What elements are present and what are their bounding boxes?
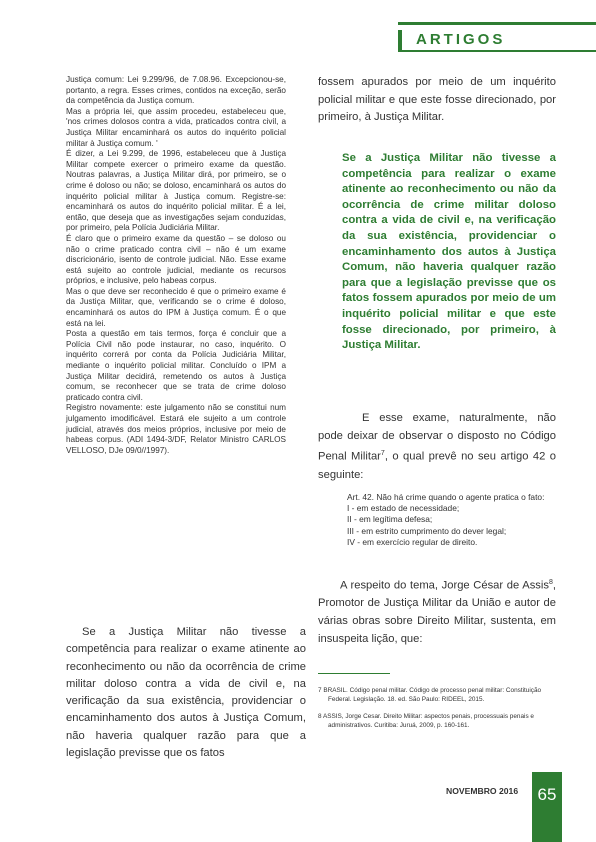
header-rule xyxy=(398,22,596,25)
right-top-paragraph: fossem apurados por meio de um inquérito policial militar e que este fosse direcionado, por primeiro, à Justiça Militar. xyxy=(318,76,556,124)
quote-paragraph: É dizer, a Lei 9.299, de 1996, estabeleceu que à Justiça Militar compete exercer o primeiro exame da questão. Noutras palavras, a Justiça Militar dirá, por primeiro, se o crime é doloso ou não; se doloso, encaminhará os autos do inquérito policial militar à Justiça comum. Registre-se: encaminhará os autos do inquérito policial militar. É a lei, então, que deseja que as investigações sejam conduzidas, por primeiro, pela Polícia Judiciária Militar. xyxy=(66,149,286,233)
footnote-rule xyxy=(318,673,390,674)
article-line: I - em estado de necessidade; xyxy=(347,503,460,514)
paragraph-text: , Promotor de Justiça Militar da União e autor de várias obras sobre Direito Militar, sustenta, em insuspeita lição, que: xyxy=(318,579,556,645)
article-line: Art. 42. Não há crime quando o agente pratica o fato: xyxy=(347,492,545,502)
quote-paragraph: Justiça comum: Lei 9.299/96, de 7.08.96. Excepcionou-se, portanto, a regra. Esses crimes, contidos na exceção, serão da competência da Justiça comum. xyxy=(66,75,286,106)
paragraph-text: E esse exame, naturalmente, não pode deixar de observar o disposto no Código Penal Militar xyxy=(318,412,556,463)
issue-date: NOVEMBRO 2016 xyxy=(446,786,519,796)
section-header xyxy=(398,30,596,52)
right-low-paragraph xyxy=(318,574,556,648)
article-line: III - em estrito cumprimento do dever legal; xyxy=(347,525,507,536)
footnote-ref: 8 xyxy=(548,579,553,586)
article-quote xyxy=(347,492,556,548)
page-number-box xyxy=(532,772,562,842)
quote-paragraph: Mas o que deve ser reconhecido é que o primeiro exame é da Justiça Militar, que, verificando se o crime é doloso, encaminhará os autos do IPM à Justiça comum. É o que está na lei. xyxy=(66,286,286,328)
paragraph-text: , o qual prevê no seu artigo 42 o seguinte: xyxy=(318,450,556,481)
quote-paragraph: Registro novamente: este julgamento não se constitui num julgamento imodificável. Estará ele sujeito a um controle judicial, através dos meios próprios, inclusive por meio de habeas corpus. (ADI 1494-3/DF, Relator Ministro CARLOS VELLOSO, DJe 09/0//1997). xyxy=(66,403,286,455)
footnotes xyxy=(318,686,556,738)
quote-paragraph: Mas a própria lei, que assim procedeu, estabeleceu que, 'nos crimes dolosos contra a vida, praticados contra civil, a Justiça Militar encaminhará os autos do inquérito policial militar à Justiça comum. ' xyxy=(66,106,286,148)
paragraph-text: A respeito do tema, Jorge César de Assis xyxy=(340,579,549,592)
article-line: IV - em exercício regular de direito. xyxy=(347,536,478,547)
article-line: II - em legítima defesa; xyxy=(347,514,433,525)
footnote: 8 ASSIS, Jorge Cesar. Direito Militar: aspectos penais, processuais penais e administrativos. Curitiba: Juruá, 2009, p. 160-161. xyxy=(318,713,534,729)
pull-quote: Se a Justiça Militar não tivesse a competência para realizar o exame atinente ao reconhecimento ou não da ocorrência de crime militar doloso contra a vida de civil e, na verificação da sua existência, providenciar o encaminhamento dos autos à Justiça Comum, não haveria qualquer razão para que a legislação previsse que os fatos fossem apurados por meio de um inquérito policial militar e que este fosse direcionado, por primeiro, à Justiça Militar. xyxy=(342,152,556,352)
footnote: 7 BRASIL. Código penal militar. Código de processo penal militar: Constituição Federal. Legislação. 18. ed. São Paulo: RIDEEL, 2015. xyxy=(318,687,542,703)
section-title: ARTIGOS xyxy=(416,31,506,48)
left-body-paragraph: Se a Justiça Militar não tivesse a competência para realizar o exame atinente ao reconhecimento ou não da ocorrência de crime militar doloso contra a vida de civil e, na verificação da sua existência, providenciar o encaminhamento dos autos à Justiça Comum, não haveria qualquer razão para que a legislação previsse que os fatos xyxy=(66,626,306,760)
quote-paragraph: Posta a questão em tais termos, força é concluir que a Polícia Civil não pode instaurar, no caso, inquérito. O inquérito correrá por conta da Polícia Judiciária Militar, mediante o inquérito policial militar. Concluído o IPM a Justiça Militar decidirá, remetendo os autos à Justiça comum, se reconhecer que se trata de crime doloso praticado contra civil. xyxy=(66,329,286,402)
left-quote-block xyxy=(66,75,286,456)
footnote-ref: 7 xyxy=(380,450,385,458)
page-number: 65 xyxy=(537,785,557,804)
quote-paragraph: É claro que o primeiro exame da questão – se doloso ou não o crime praticado contra civil – não é um exame discricionário, isento de controle judicial. Não. Esse exame está sujeito ao controle judicial, mediante os recursos próprios, e inclusive, pelo habeas corpus. xyxy=(66,233,286,286)
right-mid-paragraph xyxy=(318,410,556,484)
